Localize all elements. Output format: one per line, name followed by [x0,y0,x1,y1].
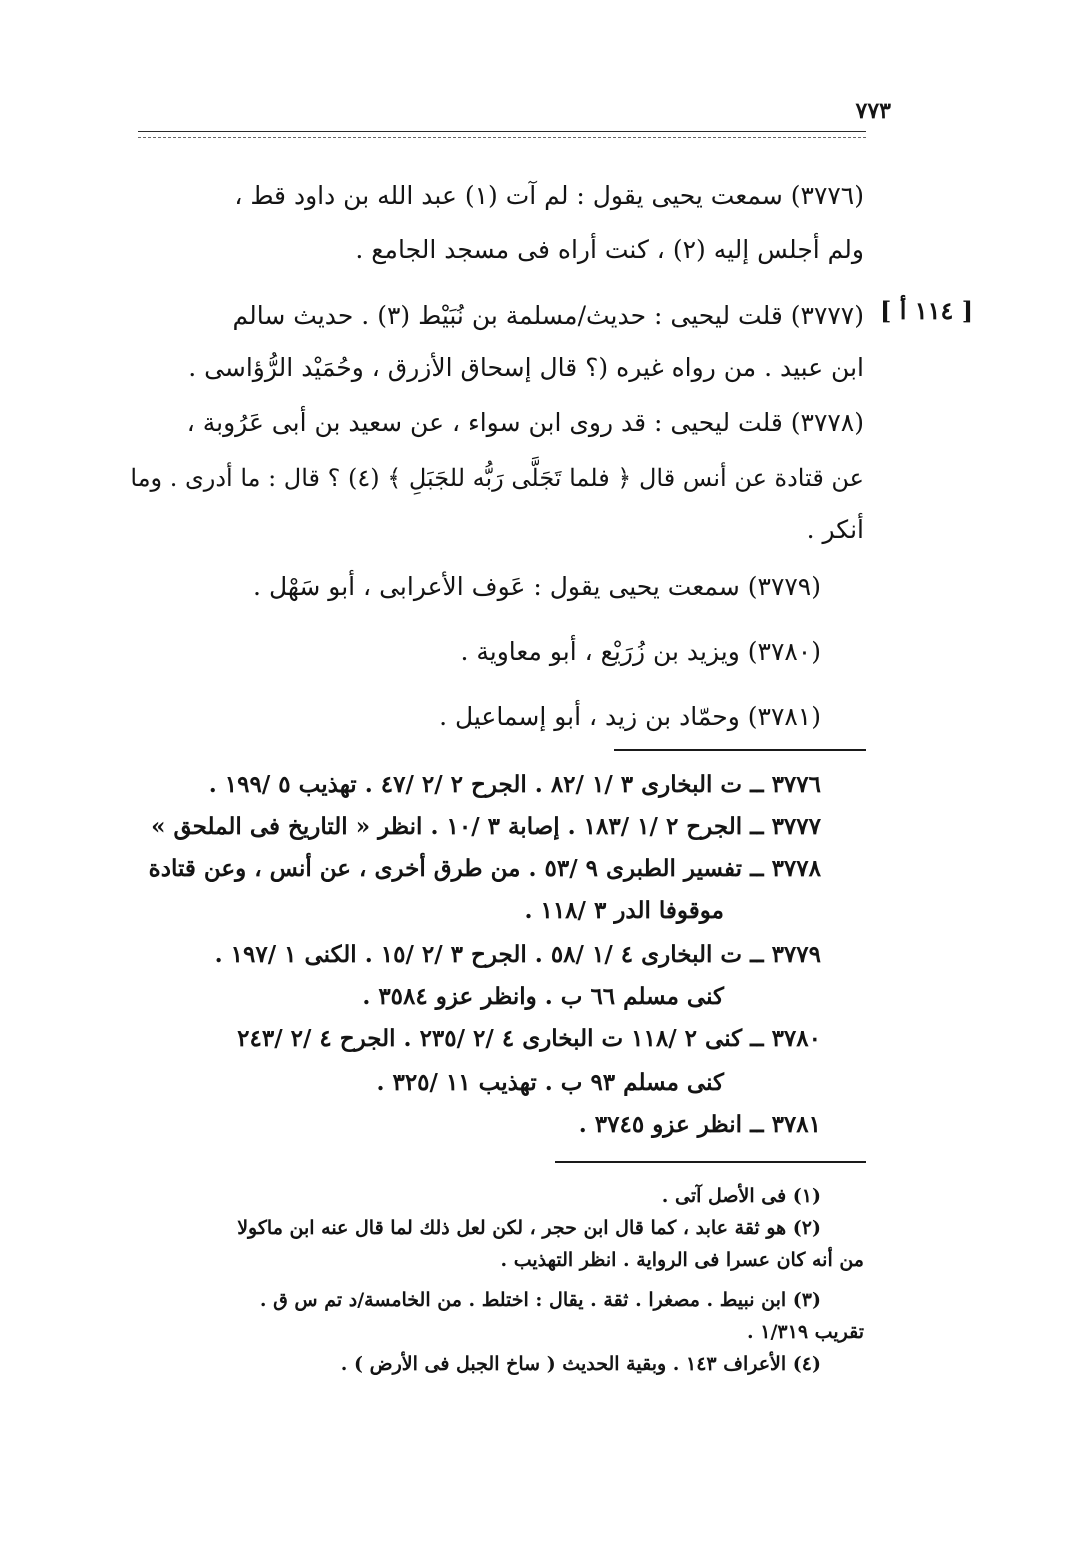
footnotes-separator [555,1161,866,1163]
entry-3778-line3: أنكر . [806,515,864,544]
entry-3776-line2: ولم أجلس إليه (٢) ، كنت أراه فى مسجد الجامع . [355,235,864,264]
page-number: ٧٧٣ [855,98,891,124]
entry-3777-line1: (٣٧٧٧) قلت ليحيى : حديث/مسلمة بن نُبَيْط (٣) . حديث سالم [232,301,864,330]
entry-3778-line1: (٣٧٧٨) قلت ليحيى : قد روى ابن سواء ، عن سعيد بن أبى عَرُوبة ، [186,408,864,437]
reference-3777: ٣٧٧٧ ــ الجرح ٢ /١ /١٨٣ . إصابة ٣ /١٠ . انظر « التاريخ فى الملحق » [151,813,821,840]
header-rule-secondary [138,137,866,138]
entry-3779: (٣٧٧٩) سمعت يحيى يقول : عَوف الأعرابى ، أبو سَهْل . [253,572,821,601]
reference-3780-line2: كنى مسلم ٩٣ ب . تهذيب ١١ /٣٢٥ . [376,1069,724,1096]
reference-3776: ٣٧٧٦ ــ ت البخارى ٣ /١ /٨٢ . الجرح ٢ /٢ /٤٧ . تهذيب ٥ /١٩٩ . [208,771,821,798]
reference-3778-line2: موقوفا الدر ٣ /١١٨ . [524,897,724,924]
reference-3780-line1: ٣٧٨٠ ــ كنى ٢ /١١٨ ت البخارى ٤ /٢ /٢٣٥ . الجرح ٤ /٢ /٢٤٣ [237,1025,821,1052]
reference-3779-line1: ٣٧٧٩ ــ ت البخارى ٤ /١ /٥٨ . الجرح ٣ /٢ /١٥ . الكنى ١ /١٩٧ . [214,941,821,968]
reference-3778-line1: ٣٧٧٨ ــ تفسير الطبرى ٩ /٥٣ . من طرق أخرى ، عن أنس ، وعن قتادة [148,855,821,882]
header-rule [138,131,866,132]
footnote-2-line2: من أنه كان عسرا فى الرواية . انظر التهذيب . [500,1249,864,1271]
footnote-3-line1: (٣) ابن نبيط . مصغرا . ثقة . يقال : اختلط . من الخامسة/د تم س ق . [259,1289,821,1311]
footnote-1: (١) فى الأصل آتى . [661,1185,821,1207]
references-separator [614,749,866,751]
entry-3780: (٣٧٨٠) ويزيد بن زُرَيْع ، أبو معاوية . [460,637,821,666]
entry-3777-line2: ابن عبيد . من رواه غيره (؟ قال إسحاق الأزرق ، وحُمَيْد الرُّؤاسى . [188,353,864,382]
reference-3779-line2: كنى مسلم ٦٦ ب . وانظر عزو ٣٥٨٤ . [362,983,724,1010]
footnote-3-line2: تقريب ١/٣١٩ . [747,1321,864,1343]
reference-3781: ٣٧٨١ ــ انظر عزو ٣٧٤٥ . [578,1111,821,1138]
entry-3781: (٣٧٨١) وحمّاد بن زيد ، أبو إسماعيل . [439,702,821,731]
entry-3776-line1: (٣٧٧٦) سمعت يحيى يقول : لم آت (١) عبد الله بن داود قط ، [234,181,864,210]
footnote-2-line1: (٢) هو ثقة عابد ، كما قال ابن حجر ، لكن لعل ذلك لما قال عنه ابن ماكولا [237,1217,821,1239]
entry-3778-line2: عن قتادة عن أنس قال ﴿ فلما تَجَلَّى رَبُّه للجَبَلِ ﴾ (٤) ؟ قال : ما أدرى . وما [130,464,864,492]
manuscript-folio-marker: [ ١١٤ أ ] [880,296,974,325]
footnote-4: (٤) الأعراف ١٤٣ . وبقية الحديث ( ساخ الجبل فى الأرض ) . [340,1353,821,1375]
